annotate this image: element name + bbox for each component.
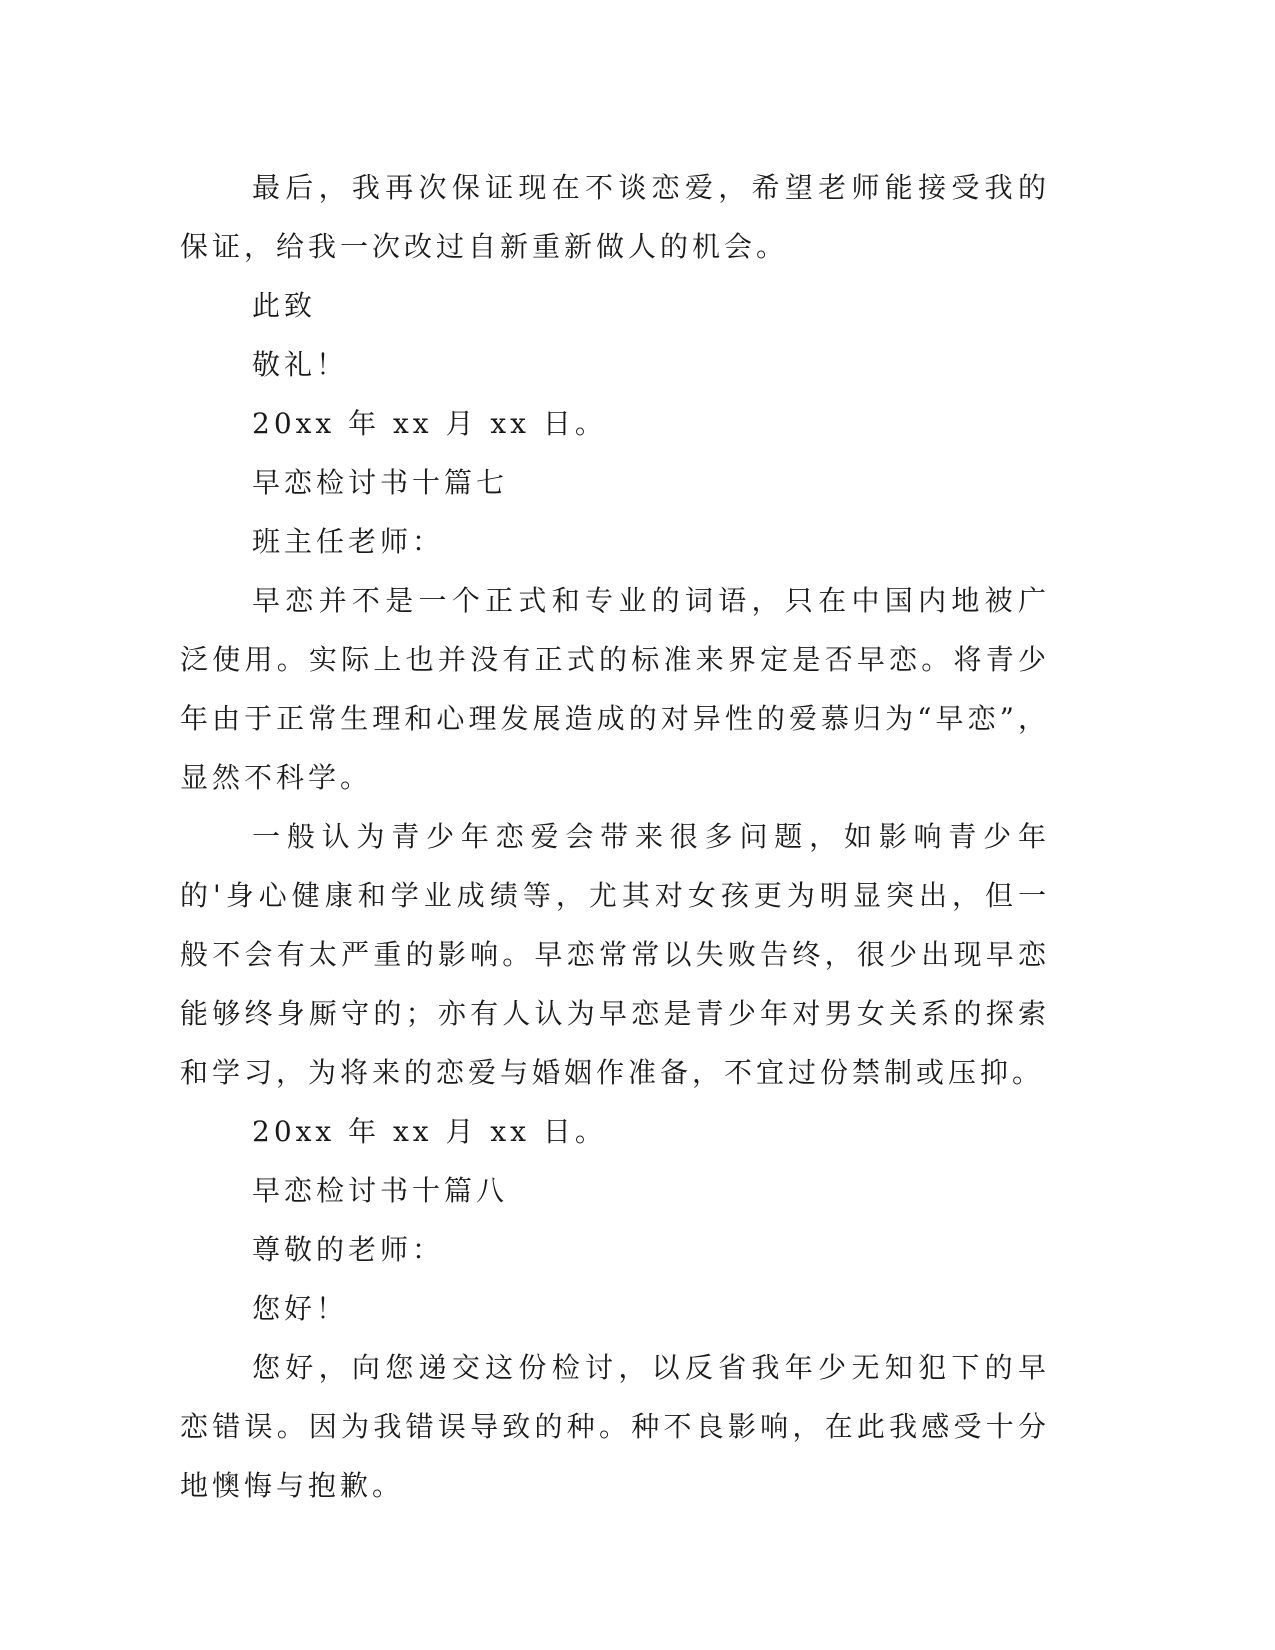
paragraph-body: 早恋并不是一个正式和专业的词语，只在中国内地被广泛使用。实际上也并没有正式的标准来界定是否早恋。将青少年由于正常生理和心理发展造成的对异性的爱慕归为“早恋”，显然不科学。 [180,584,1050,794]
paragraph-regards: 敬礼！ [252,348,349,381]
paragraph-closing-promise: 最后，我再次保证现在不谈恋爱，希望老师能接受我的保证，给我一次改过自新重新做人的机会。 [180,171,1050,263]
paragraph-salutation: 此致 [252,289,317,322]
document-body [180,158,1050,1515]
paragraph-body: 一般认为青少年恋爱会带来很多问题，如影响青少年的'身心健康和学业成绩等，尤其对女孩更为明显突出，但一般不会有太严重的影响。早恋常常以失败告终，很少出现早恋能够终身厮守的；亦有人认为早恋是青少年对男女关系的探索和学习，为将来的恋爱与婚姻作准备，不宜过份禁制或压抑。 [180,820,1050,1089]
paragraph-addressee: 尊敬的老师： [252,1233,445,1266]
section-heading-seven: 早恋检讨书十篇七 [252,466,509,499]
section-heading-eight: 早恋检讨书十篇八 [252,1174,509,1207]
paragraph-body: 您好，向您递交这份检讨，以反省我年少无知犯下的早恋错误。因为我错误导致的种。种不良影响，在此我感受十分地懊悔与抱歉。 [180,1351,1050,1502]
paragraph-addressee: 班主任老师： [252,525,445,558]
paragraph-greeting: 您好！ [252,1292,349,1325]
paragraph-date: 20xx 年 xx 月 xx 日。 [252,407,607,440]
paragraph-date: 20xx 年 xx 月 xx 日。 [252,1115,607,1148]
